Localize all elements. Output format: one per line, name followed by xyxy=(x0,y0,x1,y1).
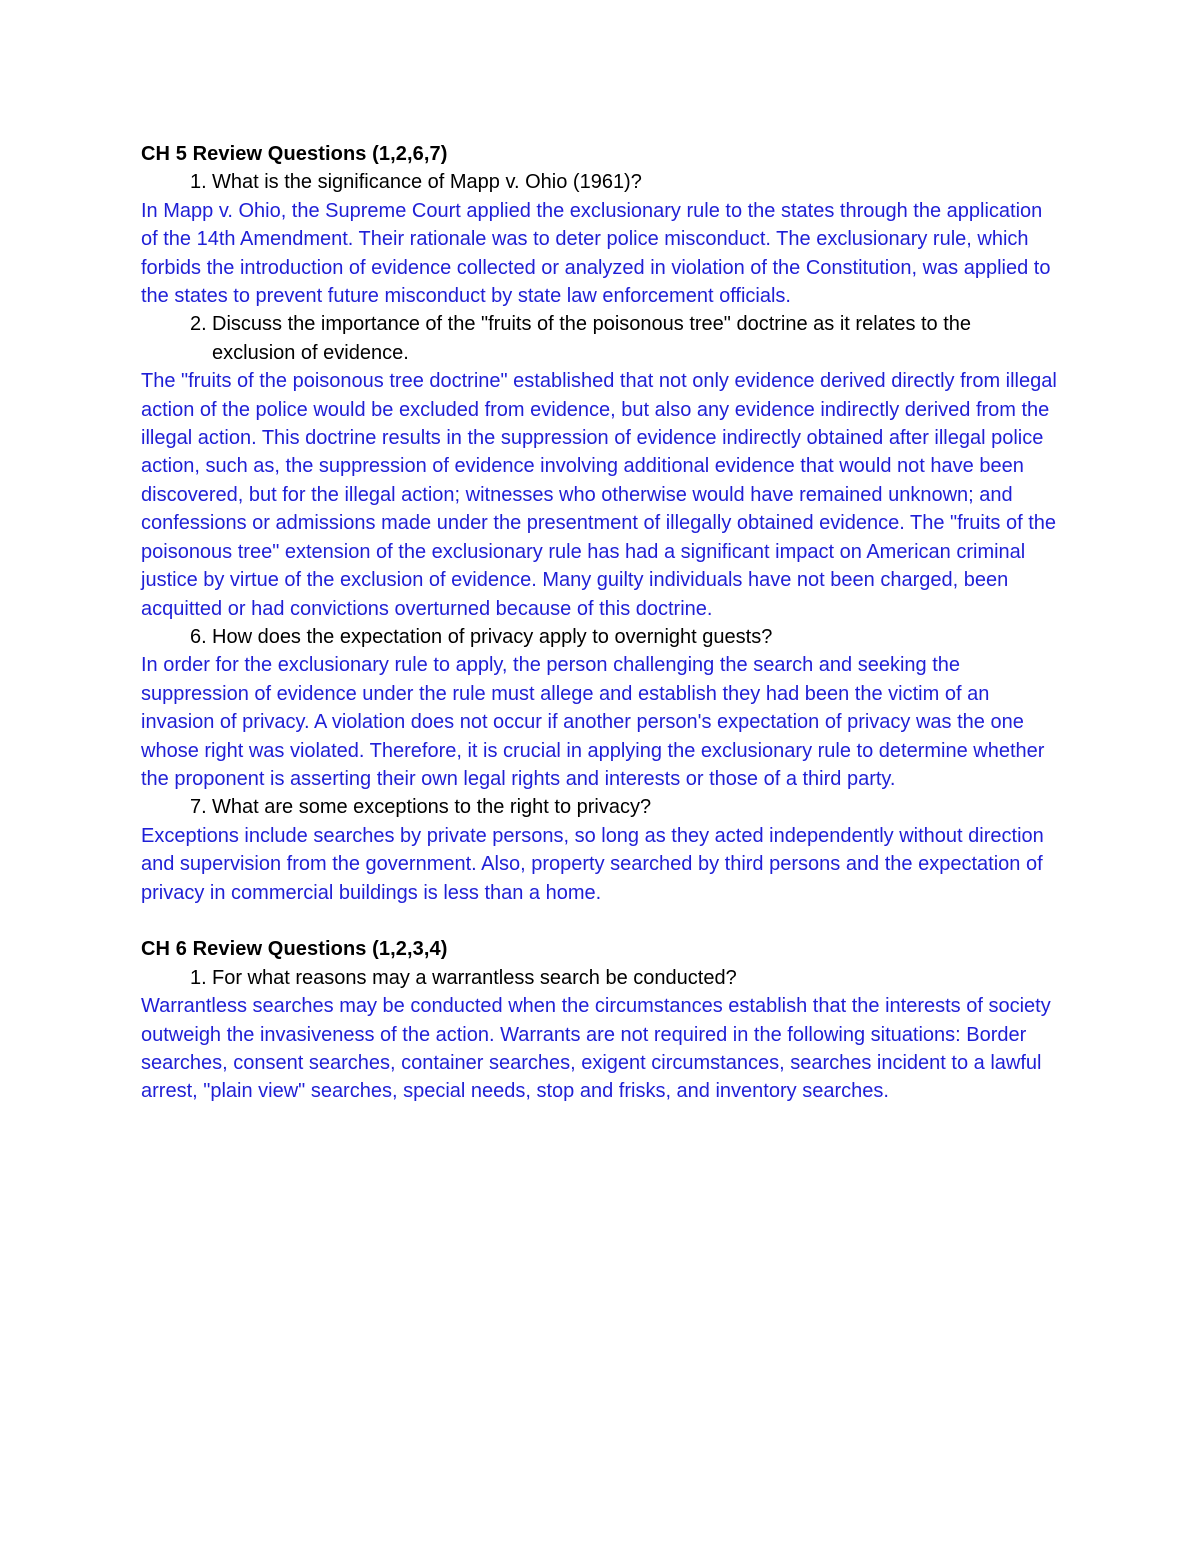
question-number: 1. xyxy=(190,171,207,194)
document-body xyxy=(141,140,1061,1106)
answer-text: In Mapp v. Ohio, the Supreme Court applied the exclusionary rule to the states through the application of the 14th Amendment. Their rationale was to deter police misconduct. The exclusionary rule, which forbids the introduction of evidence collected or analyzed in violation of the Constitution, was applied to the states to prevent future misconduct by state law enforcement officials. xyxy=(141,199,1051,308)
answer-text: In order for the exclusionary rule to apply, the person challenging the search and seeking the suppression of evidence under the rule must allege and establish they had been the victim of an invasion of privacy. A violation does not occur if another person's expectation of privacy was the one whose right was violated. Therefore, it is crucial in applying the exclusionary rule to determine whether the proponent is asserting their own legal rights and interests or those of a third party. xyxy=(141,654,1045,790)
question-text: What is the significance of Mapp v. Ohio (1961)? xyxy=(212,171,642,194)
answer-text: Warrantless searches may be conducted when the circumstances establish that the interests of society outweigh the invasiveness of the action. Warrants are not required in the following situations: Border searches, consent searches, container searches, exigent circumstances, searches incident to a lawful arrest, "plain view" searches, special needs, stop and frisks, and inventory searches. xyxy=(141,995,1051,1103)
question-number: 2. xyxy=(190,313,207,336)
question-text: How does the expectation of privacy apply to overnight guests? xyxy=(212,625,773,648)
question-number: 6. xyxy=(190,625,207,648)
question-text: What are some exceptions to the right to privacy? xyxy=(212,796,652,819)
question-text: For what reasons may a warrantless search be conducted? xyxy=(212,966,737,989)
question-item xyxy=(141,623,1061,651)
answer-text: Exceptions include searches by private persons, so long as they acted independently without direction and supervision from the government. Also, property searched by third persons and the expectation of privacy in commercial buildings is less than a home. xyxy=(141,824,1044,904)
section-ch5 xyxy=(141,140,1061,907)
question-number: 1. xyxy=(190,966,207,989)
section-ch6 xyxy=(141,935,1061,1105)
section-spacer xyxy=(141,907,1061,935)
question-item xyxy=(141,310,1061,367)
section-title: CH 6 Review Questions (1,2,3,4) xyxy=(141,938,448,961)
question-item xyxy=(141,964,1061,992)
question-item xyxy=(141,793,1061,821)
answer-text: The "fruits of the poisonous tree doctrine" established that not only evidence derived directly from illegal action of the police would be excluded from evidence, but also any evidence indirectly derived from the illegal action. This doctrine results in the suppression of evidence indirectly obtained after illegal police action, such as, the suppression of evidence involving additional evidence that would not have been discovered, but for the illegal action; witnesses who otherwise would have remained unknown; and confessions or admissions made under the presentment of illegally obtained evidence. The "fruits of the poisonous tree" extension of the exclusionary rule has had a significant impact on American criminal justice by virtue of the exclusion of evidence. Many guilty individuals have not been charged, been acquitted or had convictions overturned because of this doctrine. xyxy=(141,370,1057,620)
section-title: CH 5 Review Questions (1,2,6,7) xyxy=(141,143,448,165)
question-number: 7. xyxy=(190,796,207,819)
question-text: Discuss the importance of the "fruits of the poisonous tree" doctrine as it relates to the exclusion of evidence. xyxy=(212,313,972,364)
question-item xyxy=(141,168,1061,196)
